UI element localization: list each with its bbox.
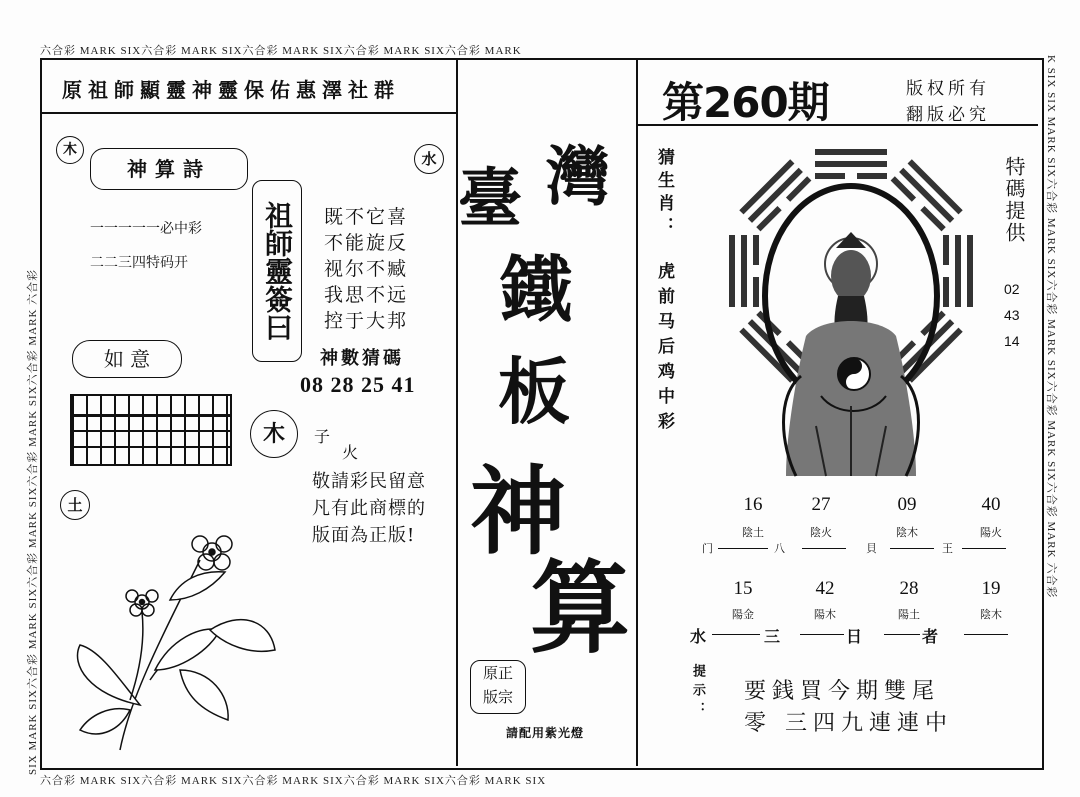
header-motto: 原祖師顯靈神靈保佑惠澤社群 [62, 78, 400, 102]
element-wood-badge: 木 [56, 136, 84, 164]
row1-number: 16 [743, 494, 763, 515]
ruyi-label: 如 意 [72, 340, 182, 378]
row1-tag: 陰木 [896, 526, 918, 539]
guess-label: 神數猜碼 [320, 348, 404, 369]
row1-mark: 门 [702, 542, 713, 555]
row1-mark: 八 [774, 542, 785, 555]
notice-text [312, 468, 426, 549]
stamp-line: 版宗 [482, 688, 513, 706]
row2-mark: 水 [690, 627, 707, 646]
row2-mark: 者 [922, 627, 939, 646]
row1-number: 27 [811, 494, 831, 515]
title-tai: 臺 [458, 162, 522, 237]
notice-line: 凡有此商標的 [312, 498, 426, 519]
guess-numbers: 08 28 25 41 [300, 372, 416, 397]
oracle-poem-line: 既不它喜 [324, 206, 409, 228]
huo-char: 火 [342, 443, 359, 462]
bagua-deity-illustration [726, 146, 976, 482]
notice-line: 敬請彩民留意 [312, 471, 426, 492]
special-number: 14 [1004, 333, 1020, 349]
oracle-poem [324, 204, 408, 334]
center-footer: 請配用紫光燈 [506, 726, 585, 740]
copyright-line1: 版权所有 [906, 79, 990, 99]
oracle-poem-line: 控于大邦 [324, 310, 409, 332]
row2-mark: 三 [764, 627, 781, 646]
zi-char: 子 [314, 427, 331, 446]
copyright-line2: 翻版必究 [906, 105, 990, 125]
row1-number: 09 [897, 494, 917, 515]
oracle-poem-line: 不能旋反 [324, 232, 409, 254]
right-divider [636, 60, 638, 766]
row2-tag: 陽金 [732, 608, 754, 621]
row2-tag: 陽木 [814, 608, 836, 621]
hint-label: 提示： [690, 664, 705, 721]
oracle-poem-line: 我思不远 [324, 284, 409, 306]
row1-number: 40 [981, 494, 1001, 515]
row1-underline [802, 548, 846, 549]
authentic-stamp [470, 660, 526, 714]
row2-number: 42 [815, 578, 835, 599]
watermark-bottom: 六合彩 MARK SIX六合彩 MARK SIX六合彩 MARK SIX六合彩 MARK SIX六合彩 MARK SIX [40, 775, 547, 787]
special-number: 02 [1004, 281, 1020, 297]
title-wan: 灣 [546, 140, 610, 215]
row2-underline [800, 634, 844, 635]
special-label: 特碼提供 [1002, 156, 1026, 244]
row2-mark: 日 [846, 627, 863, 646]
special-numbers [1004, 276, 1020, 354]
oracle-label: 祖師靈簽曰 [252, 180, 302, 362]
poem-line2: 二二三四特码开 [90, 255, 188, 271]
element-earth-badge: 土 [60, 490, 90, 520]
left-header-rule [42, 112, 456, 114]
row2-number: 19 [981, 578, 1001, 599]
title-shen: 神 [470, 455, 566, 568]
flower-illustration [60, 530, 290, 752]
title-tie: 鐵 [500, 247, 573, 332]
row1-tag: 陰土 [742, 526, 764, 539]
title-suan: 算 [530, 549, 630, 667]
hint-line2: 零 三四九連連中 [744, 711, 953, 736]
watermark-right: K SIX SIX MARK SIX六合彩 MARK SIX六合彩 MARK SIX六合彩 MARK SIX六合彩 MARK 六合彩 [1045, 55, 1057, 599]
row1-underline [962, 548, 1006, 549]
notice-line: 版面為正版! [312, 525, 416, 546]
stamp-line: 原正 [482, 664, 513, 682]
poem-title: 神算詩 [90, 148, 248, 190]
special-number: 43 [1004, 307, 1020, 323]
title-ban: 板 [498, 349, 571, 434]
watermark-left: SIX MARK SIX六合彩 MARK SIX六合彩 MARK SIX六合彩 MARK SIX六合彩 MARK 六合彩 [27, 268, 39, 775]
oracle-poem-line: 视尔不臧 [324, 258, 409, 280]
watermark-top: 六合彩 MARK SIX六合彩 MARK SIX六合彩 MARK SIX六合彩 MARK SIX六合彩 MARK [40, 45, 522, 57]
element-water-badge: 水 [414, 144, 444, 174]
zodiac-label: 猜生肖： [654, 148, 674, 240]
poem-line1: 一一一一一必中彩 [90, 221, 202, 237]
row1-tag: 陰火 [810, 526, 832, 539]
row2-number: 15 [733, 578, 753, 599]
abacus-icon [70, 394, 232, 466]
row1-underline [718, 548, 768, 549]
row2-underline [884, 634, 920, 635]
row2-tag: 陰木 [980, 608, 1002, 621]
row2-tag: 陽土 [898, 608, 920, 621]
row2-number: 28 [899, 578, 919, 599]
element-wood-badge-2: 木 [250, 410, 298, 458]
row1-mark: 王 [942, 542, 953, 555]
row1-tag: 陽火 [980, 526, 1002, 539]
row2-underline [964, 634, 1008, 635]
zodiac-answer: 虎前马后鸡中彩 [654, 262, 674, 437]
row2-underline [712, 634, 760, 635]
issue-number: 第260期 [662, 78, 829, 127]
hint-line1: 要銭買今期雙尾 [744, 679, 941, 704]
row1-mark: 貝 [866, 542, 877, 555]
row1-underline [890, 548, 934, 549]
